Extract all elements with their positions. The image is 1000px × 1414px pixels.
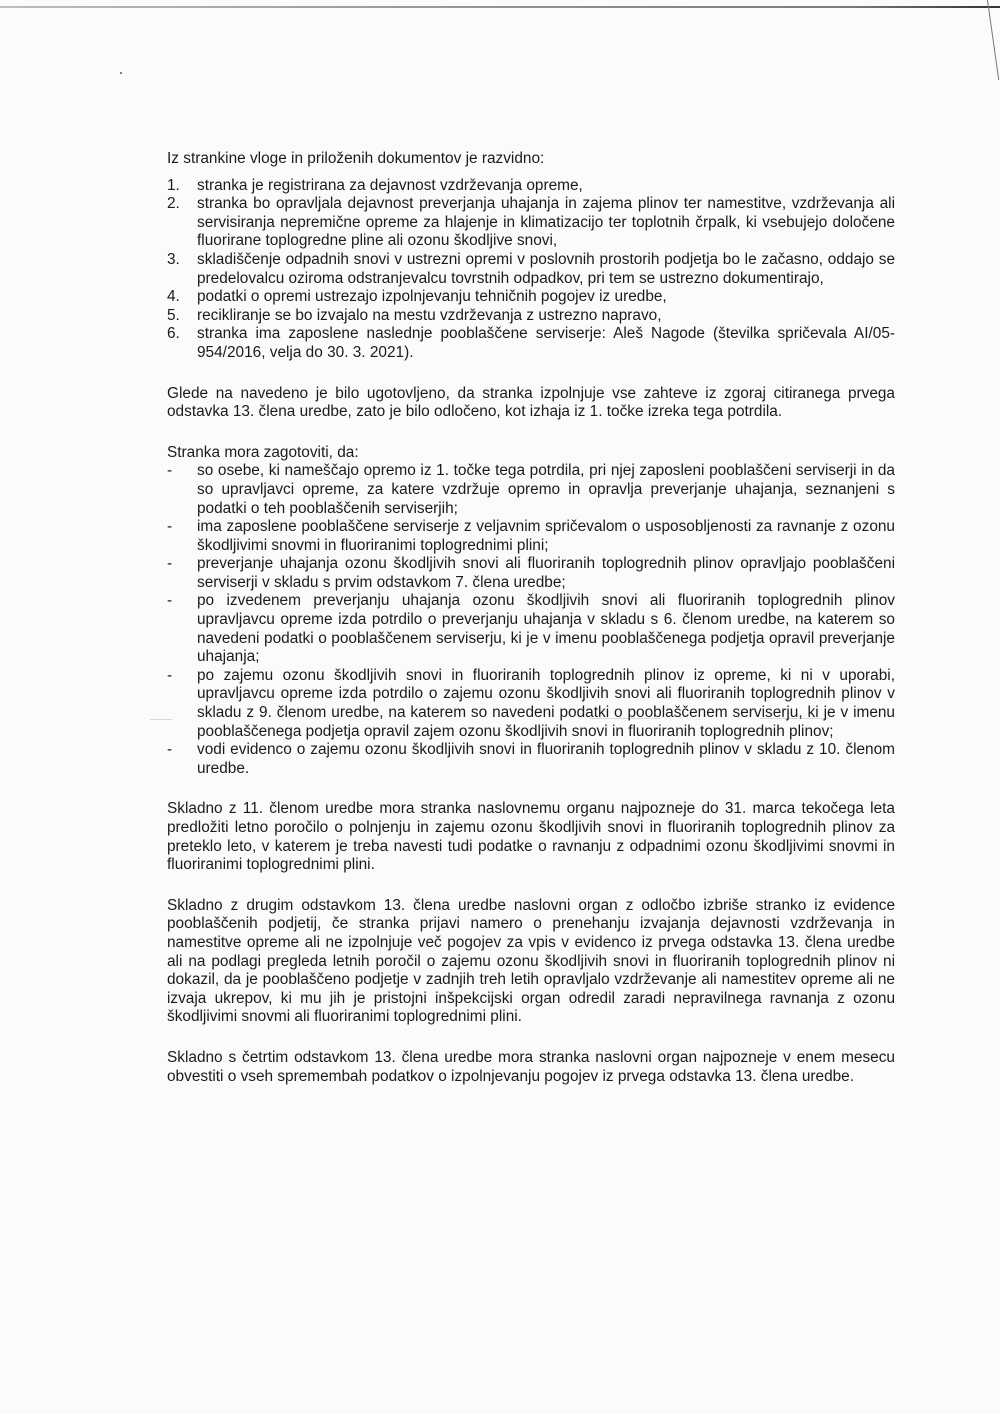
list-number: 2.: [167, 195, 180, 213]
list-item: [167, 518, 895, 555]
list-item: [167, 251, 895, 288]
obligations-list: [167, 462, 895, 778]
dash-bullet: -: [167, 592, 173, 610]
list-item-text: po izvedenem preverjanju uhajanja ozonu škodljivih snovi ali fluoriranih toplogrednih plinov upravljavcu opreme izda potrdilo o preverjanju uhajanja v skladu s 6. členom uredbe, na katerem so navedeni podatki o pooblaščenem serviserju, ki je v imenu pooblaščenega podjetja opravil preverjanje uhajanja;: [197, 592, 895, 666]
list-item-text: ima zaposlene pooblaščene serviserje z veljavnim spričevalom o usposobljenosti za ravnanje z ozonu škodljivimi snovmi in fluoriranimi toplogrednimi plini;: [197, 518, 895, 554]
list-item: [167, 325, 895, 362]
removal-paragraph: Skladno z drugim odstavkom 13. člena uredbe naslovni organ z odločbo izbriše stranko iz evidence pooblaščenih podjetij, če stranka prijavi namero o prenehanju izvajanja dejavnosti vzdrževanja in namestitve opreme ali ne izpolnjuje več pogojev za vpis v evidenco iz prvega odstavka 13. člena uredbe ali na podlagi pregleda letnih poročil o zajemu ozonu škodljivih snovi in fluoriranih toplogrednih plinov ni dokazil, da je pooblaščeno podjetje v zadnjih treh letih opravljalo vzdrževanje ali namestitev opreme ali ne izvaja ukrepov, ki mu jih je pristojni inšpekcijski organ odredil zaradi nepravilnega ravnanja z ozonu škodljivimi snovmi ali fluoriranimi toplogrednimi plini.: [167, 896, 895, 1026]
list-item: [167, 195, 895, 251]
list-item-text: po zajemu ozonu škodljivih snovi in fluoriranih toplogrednih plinov iz opreme, ki ni v uporabi, upravljavcu opreme izda potrdilo o zajemu ozonu škodljivih snovi ali fluoriranih toplogrednih plinov v skladu z 9. členom uredbe, na katerem so navedeni podatki o pooblaščenem serviserju, ki je v imenu pooblaščenega podjetja opravil zajem ozonu škodljivih snovi in fluoriranih toplogrednih plinov;: [197, 666, 895, 740]
dash-bullet: -: [167, 555, 173, 573]
list-item-text: so osebe, ki nameščajo opremo iz 1. točke tega potrdila, pri njej zaposleni pooblaščeni serviserji in da so upravljavci opreme, za katere vzdržuje opremo in opravlja preverjanje uhajanja, seznanjeni s podatki o teh pooblaščenih serviserjih;: [197, 462, 895, 517]
list-number: 6.: [167, 325, 180, 343]
scan-speck: [120, 72, 122, 74]
annual-report-paragraph: Skladno z 11. členom uredbe mora stranka naslovnemu organu najpozneje do 31. marca tekočega leta predložiti letno poročilo o polnjenju in zajemu ozonu škodljivih snovi in fluoriranih toplogrednih plinov za preteklo leto, v katerem je treba navesti tudi podatke o ravnanju z odpadnimi ozonu škodljivimi snovmi in fluoriranimi toplogrednimi plini.: [167, 800, 895, 874]
scan-corner-fold: [987, 0, 1000, 80]
list-item-text: stranka je registrirana za dejavnost vzdrževanja opreme,: [197, 176, 583, 194]
intro-text: Iz strankine vloge in priloženih dokumentov je razvidno:: [167, 150, 545, 167]
changes-paragraph: Skladno s četrtim odstavkom 13. člena uredbe mora stranka naslovni organ najpozneje v enem mesecu obvestiti o vseh spremembah podatkov o izpolnjevanju pogojev iz prvega odstavka 13. člena uredbe.: [167, 1048, 895, 1085]
list-item-text: vodi evidenco o zajemu ozonu škodljivih snovi in fluoriranih toplogrednih plinov v skladu z 10. členom uredbe.: [197, 741, 895, 777]
list-number: 3.: [167, 250, 180, 268]
list-item-text: skladiščenje odpadnih snovi v ustrezni opremi v poslovnih prostorih podjetja bo le začasno, oddajo se predelovalcu oziroma odstranjevalcu tovrstnih odpadkov, pri tem se ustrezno dokumentirajo,: [197, 250, 895, 287]
list-item-text: stranka ima zaposlene naslednje pooblaščene serviserje: Aleš Nagode (številka spričevala AI/05-954/2016, velja do 30. 3. 2021).: [197, 325, 895, 361]
document-page: [167, 150, 895, 1086]
list-item-text: preverjanje uhajanja ozonu škodljivih snovi ali fluoriranih toplogrednih plinov opravljajo pooblaščeni serviserji v skladu s prvim odstavkom 7. člena uredbe;: [197, 555, 895, 591]
list-item: [167, 307, 895, 326]
list-item: [167, 288, 895, 307]
list-item: [167, 741, 895, 778]
obligations-intro: Stranka mora zagotoviti, da:: [167, 443, 359, 461]
dash-bullet: -: [167, 741, 173, 759]
list-item-text: stranka bo opravljala dejavnost preverjanja uhajanja in zajema plinov ter namestitve, vzdrževanja ali servisiranja nepremične opreme za hlajenje in klimatizacijo ter toplotnih črpalk, ki vsebujejo določene fluorirane toplogredne pline ali ozonu škodljive snovi,: [197, 195, 895, 250]
conclusion-paragraph: Glede na navedeno je bilo ugotovljeno, da stranka izpolnjuje vse zahteve iz zgoraj citiranega prvega odstavka 13. člena uredbe, zato je bilo odločeno, kot izhaja iz 1. točke izreka tega potrdila.: [167, 384, 895, 421]
findings-list: [167, 177, 895, 363]
list-item: [167, 592, 895, 666]
list-item: [167, 177, 895, 196]
dash-bullet: -: [167, 462, 173, 480]
list-number: 1.: [167, 176, 180, 194]
dash-bullet: -: [167, 666, 173, 684]
list-item: [167, 667, 895, 741]
list-item-text: podatki o opremi ustrezajo izpolnjevanju tehničnih pogojev iz uredbe,: [197, 288, 667, 306]
scan-edge-line: [0, 6, 1000, 8]
list-item-text: recikliranje se bo izvajalo na mestu vzdrževanja z ustrezno napravo,: [197, 306, 662, 324]
list-item: [167, 555, 895, 592]
list-number: 5.: [167, 306, 180, 324]
list-number: 4.: [167, 288, 180, 306]
dash-bullet: -: [167, 518, 173, 536]
list-item: [167, 462, 895, 518]
